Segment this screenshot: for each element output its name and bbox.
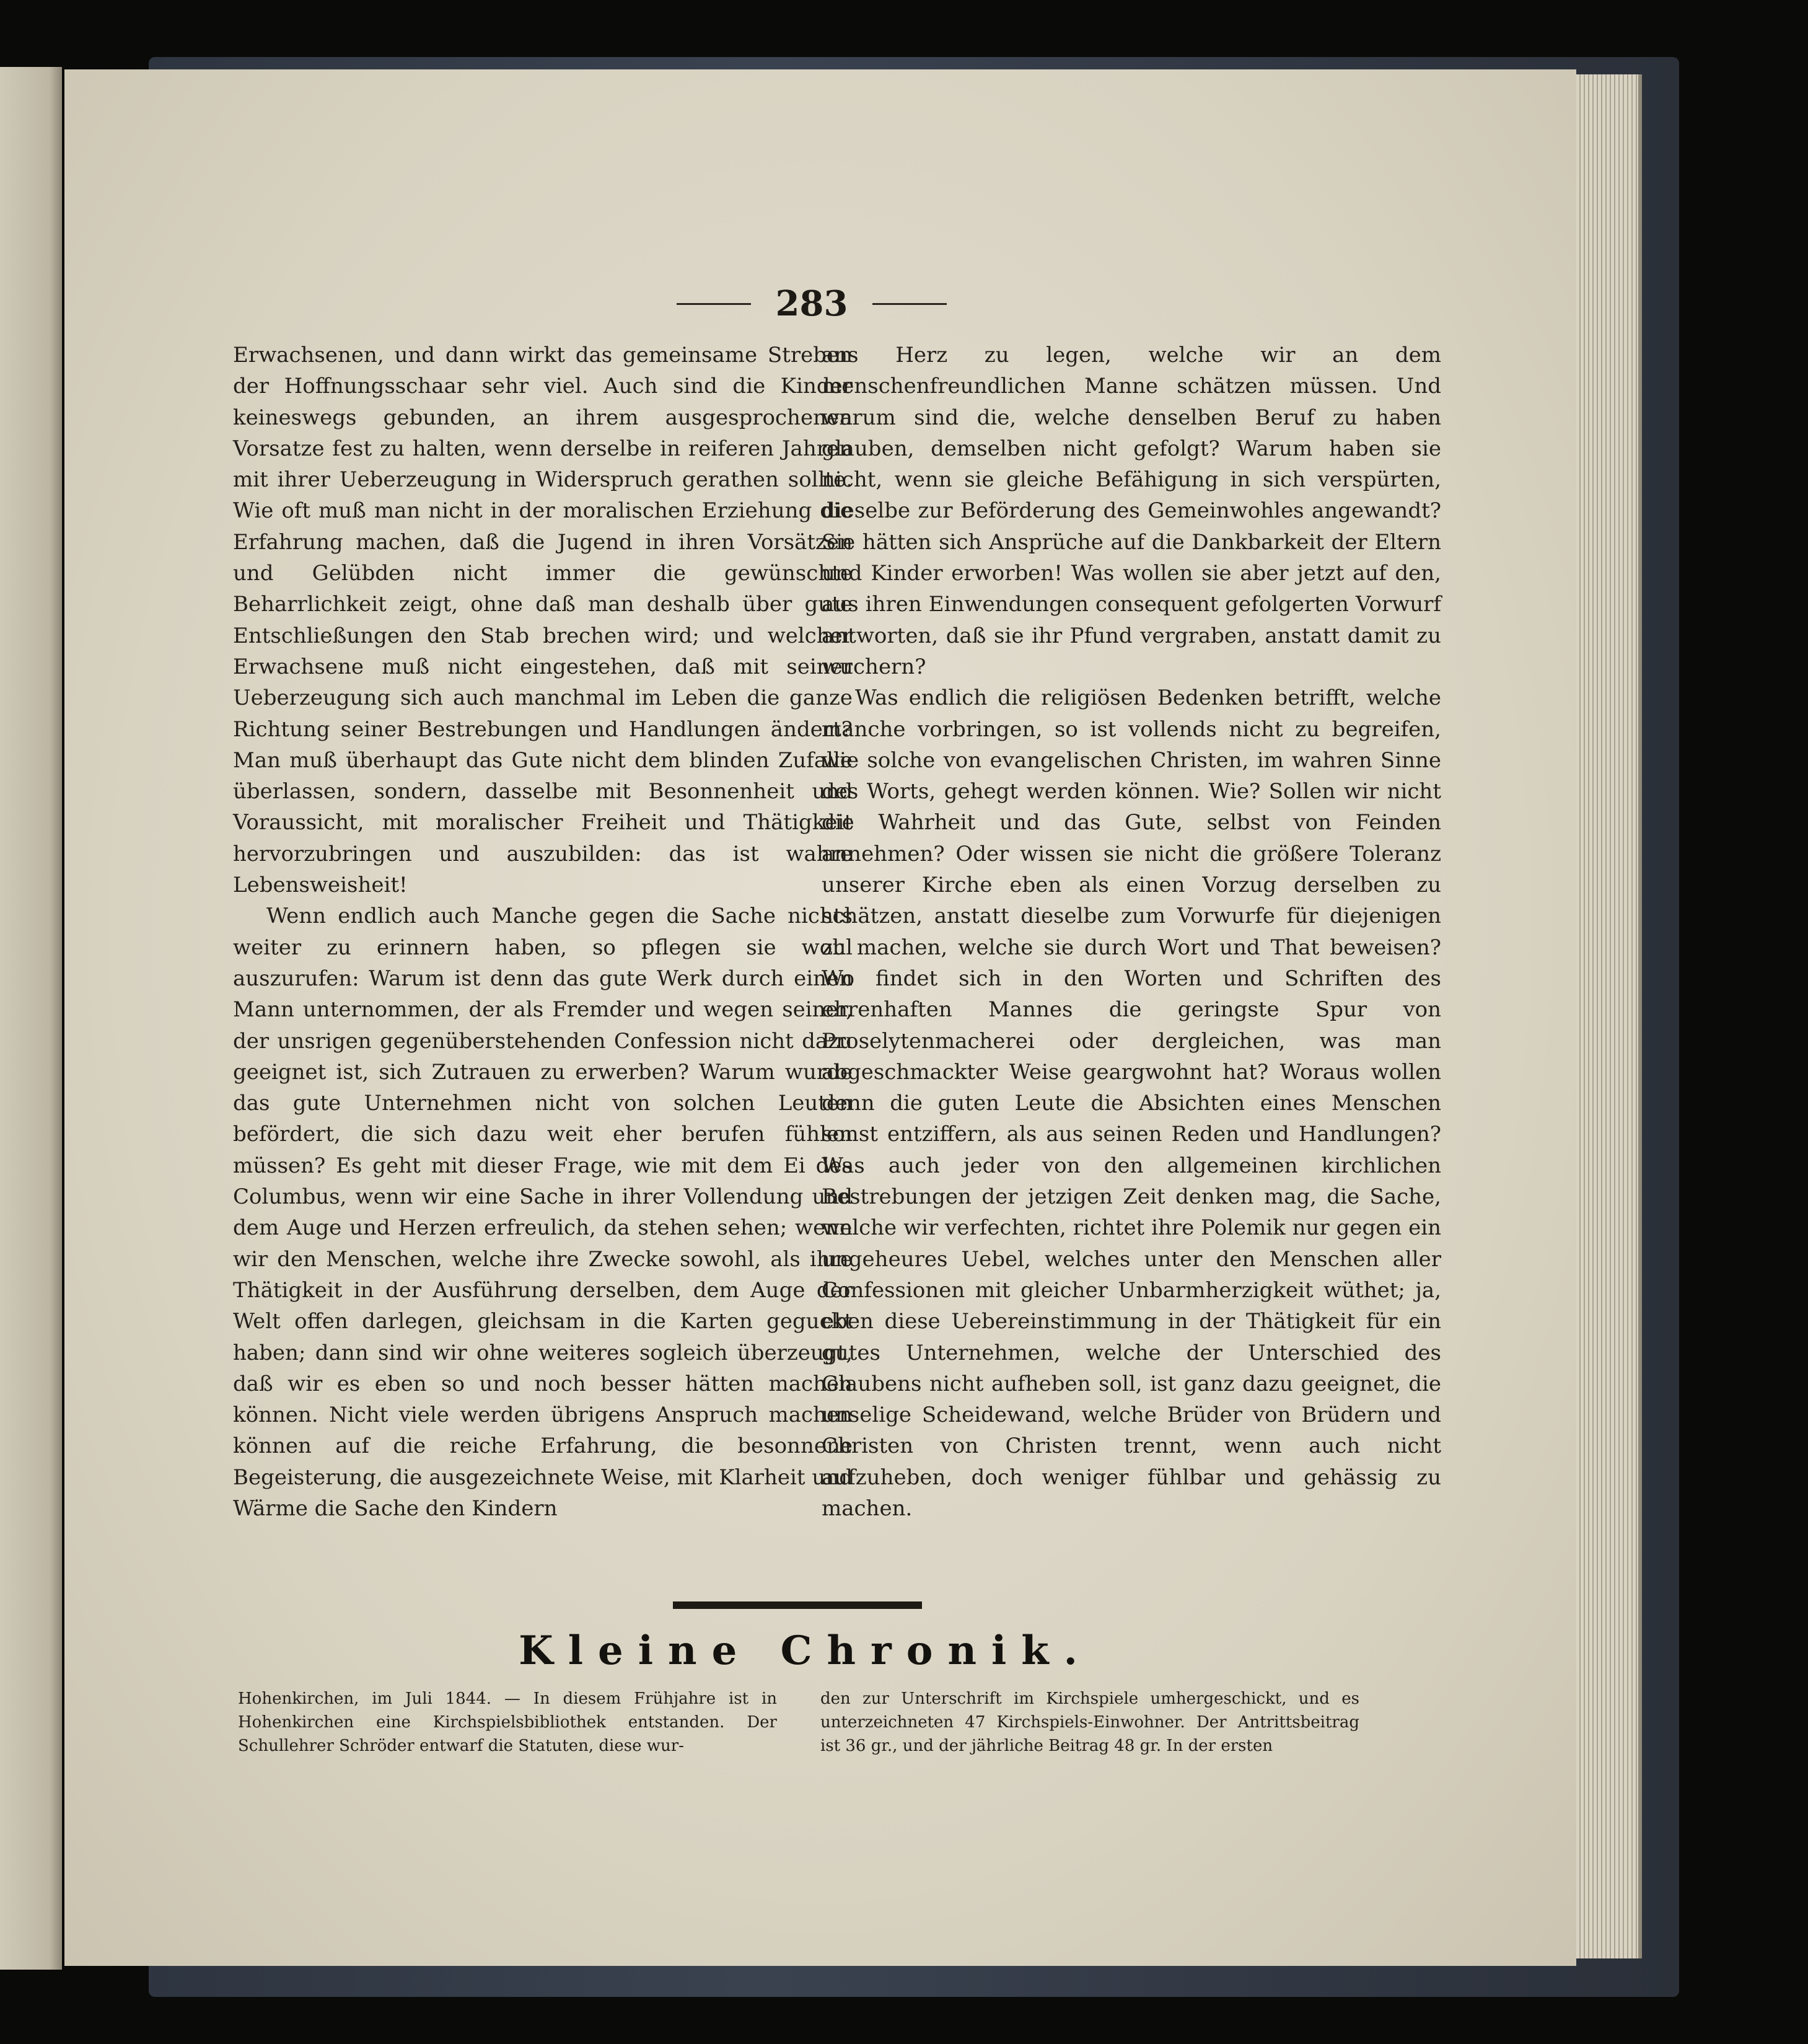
paragraph: Was endlich die religiösen Bedenken betrifft, welche manche vorbringen, so ist vollends nicht zu begreifen, wie solche von evangelischen Christen, im wahren Sinne des Worts, gehegt werden können. Wie? Sollen wir nicht die Wahrheit und das Gute, selbst von Feinden annehmen? Oder wissen sie nicht die größere Toleranz unserer Kirche eben als einen Vorzug derselben zu schätzen, anstatt dieselbe zum Vorwurfe für diejenigen zu machen, welche sie durch Wort und That beweisen? Wo findet sich in den Worten und Schriften des ehrenhaften Mannes die geringste Spur von Proselytenmacherei oder dergleichen, was man abgeschmackter Weise geargwohnt hat? Woraus wollen denn die guten Leute die Absichten eines Menschen sonst entziffern, als aus seinen Reden und Handlungen? Was auch jeder von den allgemeinen kirchlichen Bestrebungen der jetzigen Zeit denken mag, die Sache, welche wir verfechten, richtet ihre Polemik nur gegen ein ungeheures Uebel, welches unter den Menschen aller Confessionen mit gleicher Unbarmherzigkeit wüthet; ja, eben diese Uebereinstimmung in der Thätigkeit für ein gutes Unternehmen, welche der Unterschied des Glaubens nicht aufheben soll, ist ganz dazu geeignet, die unselige Scheidewand, welche Brüder von Brüdern und Christen von Christen trennt, wenn auch nicht aufzuheben, doch weniger fühlbar und gehässig zu machen. <box>822 685 1441 1521</box>
page-header <box>644 285 979 322</box>
chronik-entry: Hohenkirchen, im Juli 1844. — In diesem Frühjahre ist in Hohenkirchen eine Kirchspielsbibliothek entstanden. Der Schullehrer Schröder entwarf die Statuten, diese wur- <box>238 1689 777 1755</box>
chronik-entry: den zur Unterschrift im Kirchspiele umhergeschickt, und es unterzeichneten 47 Kirchspiels-Einwohner. Der Antrittsbeitrag ist 36 gr., und der jährliche Beitrag 48 gr. In der ersten <box>820 1689 1359 1755</box>
paragraph: Erwachsenen, und dann wirkt das gemeinsame Streben der Hoffnungsschaar sehr viel. Auch sind die Kinder keineswegs gebunden, an ihrem ausgesprochenen Vorsatze fest zu halten, wenn derselbe in reiferen Jahren mit ihrer Ueberzeugung in Widerspruch gerathen sollte. Wie oft muß man nicht in der moralischen Erziehung die Erfahrung machen, daß die Jugend in ihren Vorsätzen und Gelübden nicht immer die gewünschte Beharrlichkeit zeigt, ohne daß man deshalb über gute Entschließungen den Stab brechen wird; und welcher Erwachsene muß nicht eingestehen, daß mit seiner Ueberzeugung sich auch manchmal im Leben die ganze Richtung seiner Bestrebungen und Handlungen ändert? Man muß überhaupt das Gute nicht dem blinden Zufalle überlassen, sondern, dasselbe mit Besonnenheit und Voraussicht, mit moralischer Freiheit und Thätigkeit hervorzubringen und auszubilden: das ist wahre Lebensweisheit! <box>233 343 853 898</box>
section-title: Kleine Chronik. <box>519 1628 1092 1674</box>
right-text-column <box>822 340 1441 1524</box>
header-rule-right <box>872 303 947 305</box>
paragraph: Wenn endlich auch Manche gegen die Sache nichts weiter zu erinnern haben, so pflegen sie wohl auszurufen: Warum ist denn das gute Werk durch einen Mann unternommen, der als Fremder und wegen seiner, der unsrigen gegenüberstehenden Confession nicht dazu geeignet ist, sich Zutrauen zu erwerben? Warum wurde das gute Unternehmen nicht von solchen Leuten befördert, die sich dazu weit eher berufen fühlen müssen? Es geht mit dieser Frage, wie mit dem Ei des Columbus, wenn wir eine Sache in ihrer Vollendung und dem Auge und Herzen erfreulich, da stehen sehen; wenn wir den Menschen, welche ihre Zwecke sowohl, als ihre Thätigkeit in der Ausführung derselben, dem Auge der Welt offen darlegen, gleichsam in die Karten geguckt haben; dann sind wir ohne weiteres sogleich überzeugt, daß wir es eben so und noch besser hätten machen können. Nicht viele werden übrigens Anspruch machen können auf die reiche Erfahrung, die besonnene Begeisterung, die ausgezeichnete Weise, mit Klarheit und Wärme die Sache den Kindern <box>233 904 853 1521</box>
paragraph: ans Herz zu legen, welche wir an dem menschenfreundlichen Manne schätzen müssen. Und warum sind die, welche denselben Beruf zu haben glauben, demselben nicht gefolgt? Warum haben sie nicht, wenn sie gleiche Befähigung in sich verspürten, dieselbe zur Beförderung des Gemeinwohles angewandt? Sie hätten sich Ansprüche auf die Dankbarkeit der Eltern und Kinder erworben! Was wollen sie aber jetzt auf den, aus ihren Einwendungen consequent gefolgerten Vorwurf antworten, daß sie ihr Pfund vergraben, anstatt damit zu wuchern? <box>822 343 1441 679</box>
header-rule-left <box>677 303 751 305</box>
left-text-column <box>233 340 853 1524</box>
section-divider <box>673 1601 922 1609</box>
chronik-right-column <box>820 1687 1359 1758</box>
page-number: 283 <box>775 283 848 324</box>
chronik-left-column <box>238 1687 777 1758</box>
facing-page-edge <box>0 67 62 1970</box>
page-stack-edge <box>1576 74 1642 1958</box>
